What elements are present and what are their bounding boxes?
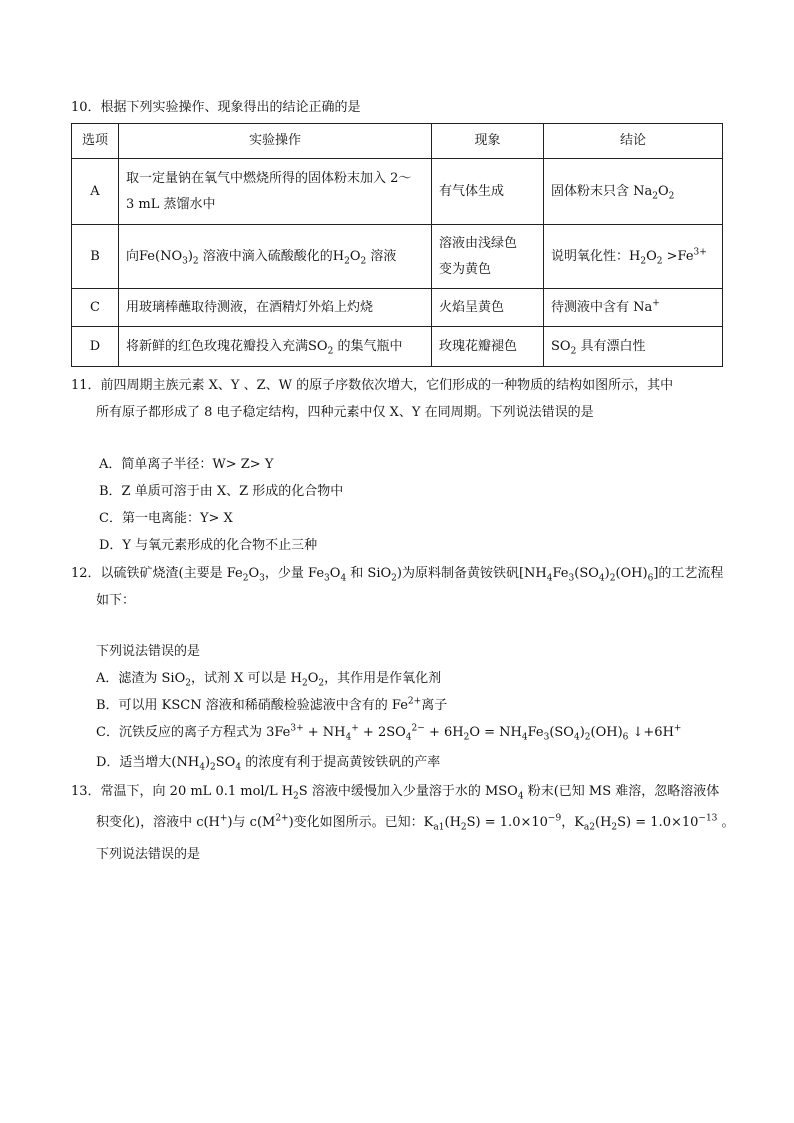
q13-stem-line2: 积变化)，溶液中 c(H+)与 $c(M^{2+})$变化如图所示。已知：$K_{a1}(H_2S) = 1.0\times 10^{-9}$，$K_{a2}(H_2S) = 1.0\times 10^{-13}$ 。 [96,813,735,833]
q12-option-b: B．可以用 KSCN 溶液和稀硝酸检验滤液中含有的 $Fe^{2+}$离子 [96,696,448,713]
subscript: 2 [344,256,350,267]
q10-table [71,123,723,367]
row-operation [119,327,432,367]
phenomenon-line: 溶液由浅绿色 [439,235,518,251]
row-phenomenon: 火焰呈黄色 [432,289,544,327]
q12-stem-line1: 12．以硫铁矿烧渣(主要是 $Fe_2O_3$，少量 $Fe_3O_4$ 和 SiO$_2$)为原料制备黄铵铁矾$[NH_4Fe_3(SO_4)_2(OH)_6]$的工艺流程 [71,566,724,584]
q13-stem-line1: 13．常温下，向 20 mL 0.1 mol/L $H_2S$ 溶液中缓慢加入少量溶于水的 $MSO_4$ 粉末(已知 MS 难溶，忽略溶液体 [71,784,720,802]
operation-text: 溶液中滴入硫酸酸化的H [198,248,345,264]
subscript: 2 [192,256,199,267]
q10-stem: 10．根据下列实验操作、现象得出的结论正确的是 [71,100,361,115]
operation-text: 将新鲜的红色玫瑰花瓣投入充满SO [126,338,328,354]
q11-stem-line2: 所有原子都形成了 8 电子稳定结构，四种元素中仅 X、Y 在同周期。下列说法错误的是 [96,405,594,420]
conclusion-text: SO [551,338,571,354]
table-row-d [72,327,723,367]
table-row-a [72,159,723,225]
subscript: 2 [668,191,675,202]
row-phenomenon [432,225,544,289]
subscript: 2 [570,346,577,357]
row-conclusion [544,225,723,289]
subscript: 2 [360,256,367,267]
row-operation [119,225,432,289]
row-conclusion [544,327,723,367]
q11-option-b: B．Z 单质可溶于由 X、Z 形成的化合物中 [99,484,344,499]
operation-text: O [349,248,361,264]
q11-option-a: A．简单离子半径：W> Z> Y [99,457,274,472]
q12-option-d: D．适当增大$(NH_4)_2SO_4$ 的浓度有利于提高黄铵铁矾的产率 [96,755,441,773]
row-option: A [72,159,119,225]
q13-stem-line3: 下列说法错误的是 [96,847,201,862]
conclusion-text: 说明氧化性：H [551,248,641,264]
subscript: 3 [182,256,188,267]
operation-text: 向Fe(NO [126,248,183,264]
row-option: C [72,289,119,327]
row-option: D [72,327,119,367]
q12-option-c: C．沉铁反应的离子方程式为 $3Fe^{3+} + NH_4^+ + 2SO_4^{2-} + 6H_2O = NH_4Fe_3(SO_4)_2(OH)_6$ ↓+6H+ [96,723,682,743]
conclusion-text: >Fe [662,248,694,264]
q11-option-d: D．Y 与氧元素形成的化合物不止三种 [99,538,318,553]
operation-line: 取一定量钠在氧气中燃烧所得的固体粉末加入 2～ [126,170,412,186]
subscript: 2 [640,256,647,267]
operation-text: 溶液 [366,248,397,264]
conclusion-text: 具有漂白性 [576,338,646,354]
q12-prompt: 下列说法错误的是 [96,644,201,659]
row-phenomenon: 有气体生成 [432,159,544,225]
row-operation [119,159,432,225]
row-conclusion [544,289,723,327]
q11-stem-line1: 11．前四周期主族元素 X、Y 、Z、W 的原子序数依次增大，它们形成的一种物质的结构如图所示，其中 [71,378,674,393]
header-option: 选项 [72,124,119,159]
table-row-c [72,289,723,327]
subscript: 2 [652,191,658,202]
conclusion-text: O [646,248,657,264]
superscript: 3+ [693,247,707,258]
row-operation: 用玻璃棒蘸取待测液，在酒精灯外焰上灼烧 [119,289,432,327]
subscript: 2 [327,346,334,357]
header-phenomenon: 现象 [432,124,544,159]
operation-line: 3 mL 蒸馏水中 [126,196,216,212]
table-header-row [72,124,723,159]
q12-stem-line2: 如下： [96,593,136,608]
header-operation: 实验操作 [119,124,432,159]
conclusion-text: 固体粉末只含 Na [551,183,653,199]
q11-option-c: C．第一电离能：Y> X [99,511,233,526]
conclusion-text: O [658,183,669,199]
q12-option-a: A．滤渣为 SiO$_2$，试剂 X 可以是 $H_2O_2$，其作用是作氧化剂 [96,671,442,689]
row-phenomenon: 玫瑰花瓣褪色 [432,327,544,367]
subscript: 2 [656,256,663,267]
operation-text: ) [187,248,193,264]
row-option: B [72,225,119,289]
row-conclusion [544,159,723,225]
superscript: + [652,298,660,309]
table-row-b [72,225,723,289]
phenomenon-line: 变为黄色 [439,261,492,277]
operation-text: 的集气瓶中 [333,338,403,354]
header-conclusion: 结论 [544,124,723,159]
conclusion-text: 待测液中含有 Na [551,299,653,315]
